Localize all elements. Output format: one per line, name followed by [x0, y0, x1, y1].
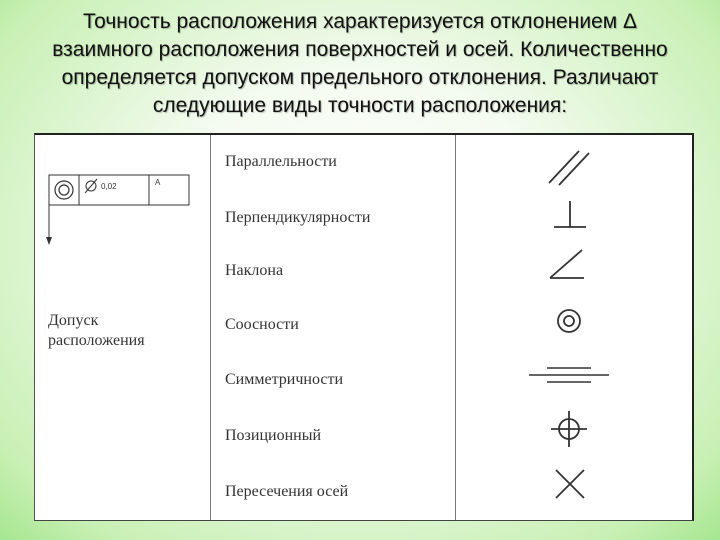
heading-line-2: взаимного расположения поверхностей и осей. Количественно: [52, 38, 668, 61]
arrow-icon: [46, 237, 52, 245]
row-label-coaxiality: Соосности: [225, 316, 299, 333]
row-label-inclination: Наклона: [225, 262, 284, 279]
column-divider-2: [455, 135, 456, 520]
row-label-parallelism: Параллельности: [225, 153, 337, 170]
heading-line-4: следующие виды точности расположения:: [152, 94, 568, 117]
heading-line-1: Точность расположения характеризуется отклонением Δ: [82, 10, 638, 33]
inclination-icon: [546, 245, 596, 285]
frame-datum-letter: A: [155, 178, 161, 187]
parallelism-icon: [545, 145, 595, 189]
perpendicularity-icon: [550, 197, 590, 233]
row-label-perpendicularity: Перпендикулярности: [225, 209, 371, 226]
column-divider-1: [210, 135, 211, 520]
frame-tolerance-value: 0,02: [101, 182, 117, 191]
heading-line-3: определяется допуском предельного отклонения. Различают: [61, 66, 659, 89]
feature-control-frame: [45, 163, 195, 253]
slide-heading: [0, 8, 720, 120]
row-label-axes-intersection: Пересечения осей: [225, 483, 349, 500]
symmetry-icon: [527, 360, 611, 390]
row-label-position: Позиционный: [225, 427, 321, 444]
location-tolerance-label: Допуск расположения: [48, 312, 145, 349]
row-label-symmetry: Симметричности: [225, 371, 343, 388]
position-icon: [549, 407, 589, 451]
tolerance-table: [34, 133, 694, 521]
diameter-icon: [85, 179, 97, 193]
coaxiality-icon: [55, 181, 73, 199]
axes-intersection-icon: [551, 466, 589, 502]
coaxiality-icon: [553, 305, 585, 337]
